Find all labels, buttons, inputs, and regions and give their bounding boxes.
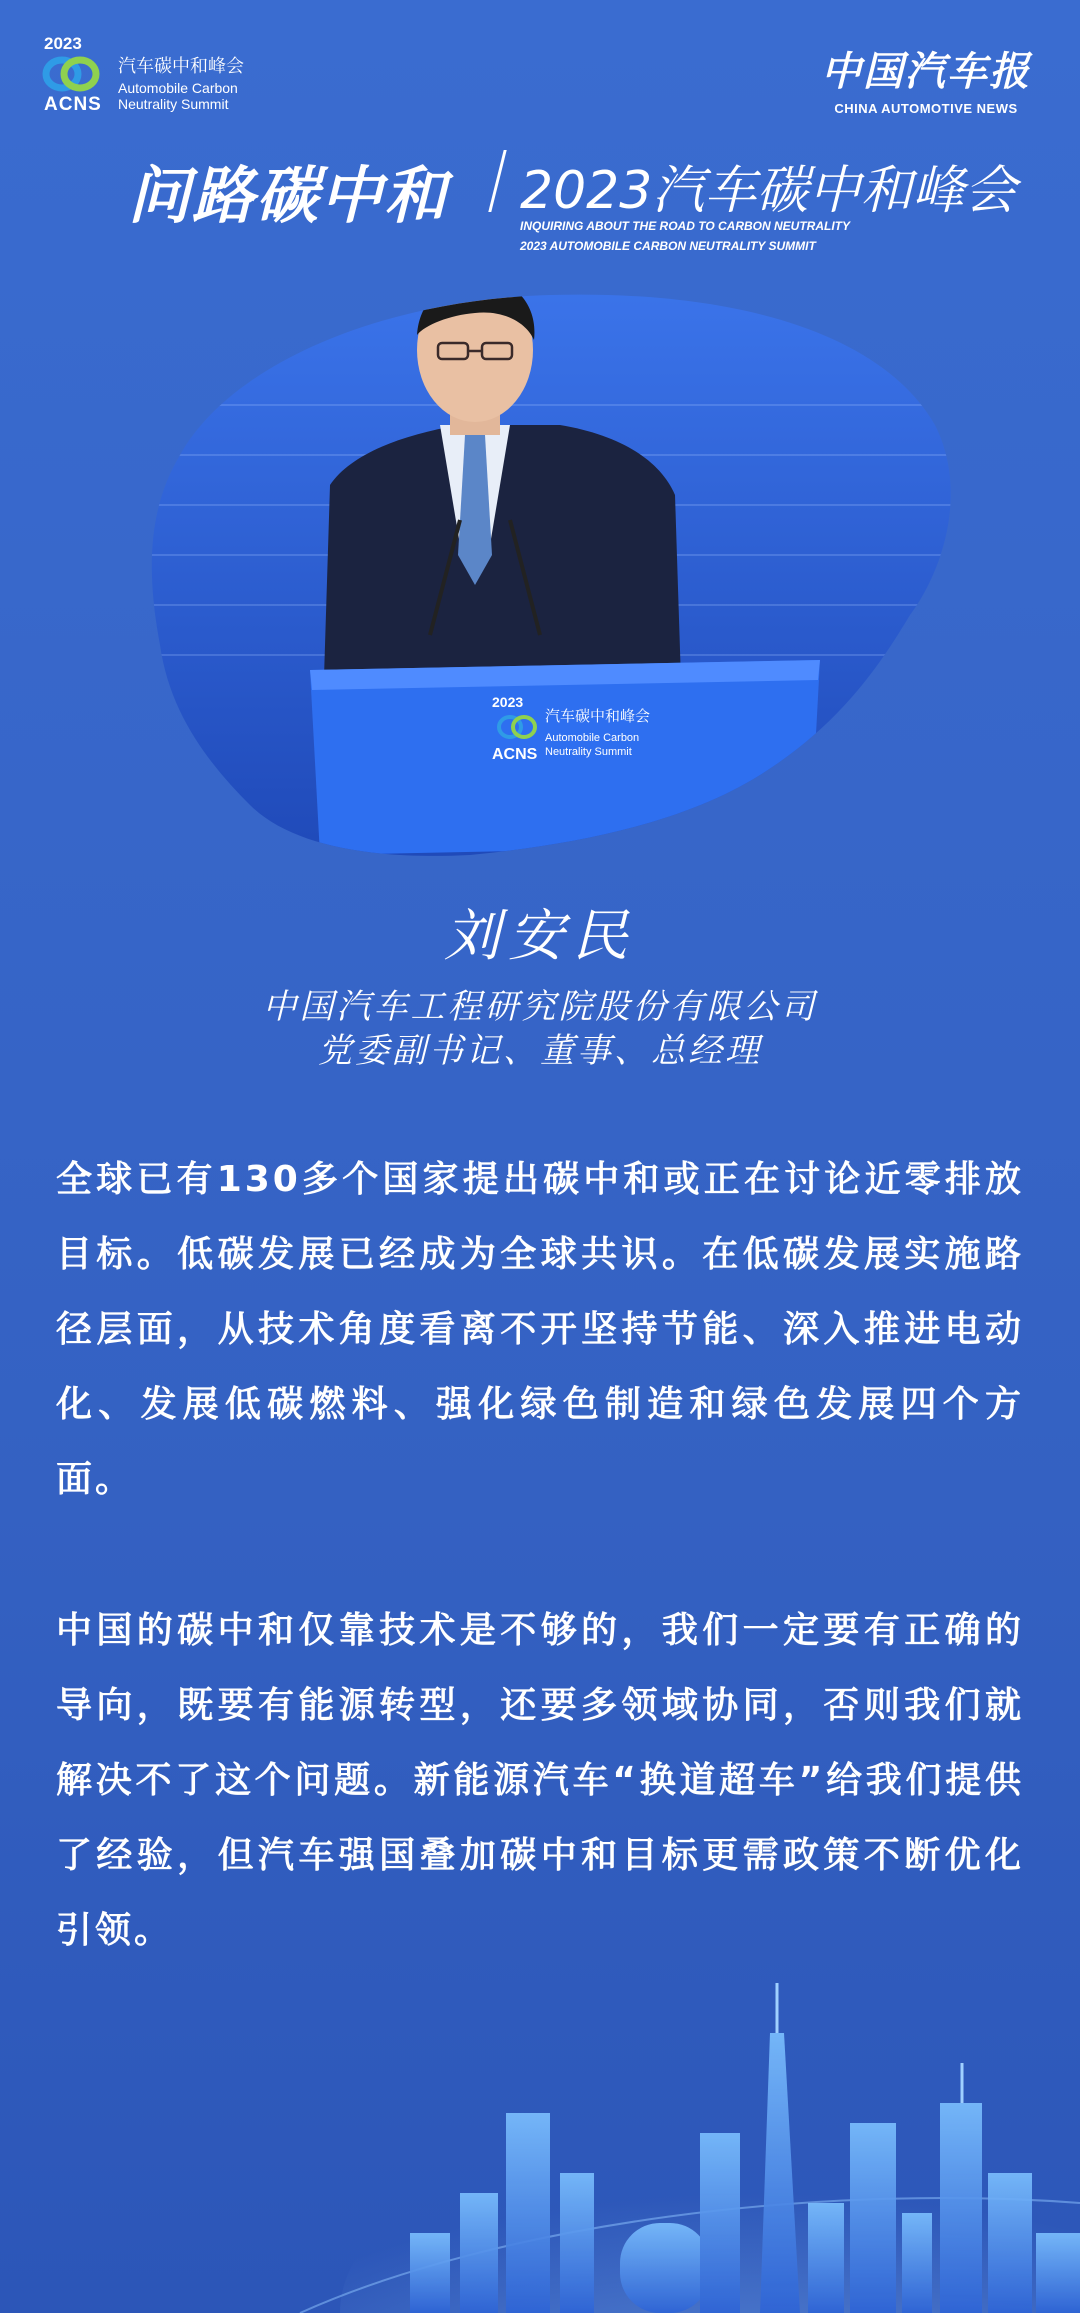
summit-subtitle: 2023汽车碳中和峰会 xyxy=(520,161,1017,221)
logo-name-en xyxy=(118,80,238,112)
podium-acronym: ACNS xyxy=(492,746,538,763)
summit-subtitle-en-line1: INQUIRING ABOUT THE ROAD TO CARBON NEUTRALITY xyxy=(520,219,850,233)
speaker-name: 刘安民 xyxy=(444,904,636,969)
publisher-name-en: CHINA AUTOMOTIVE NEWS xyxy=(834,101,1018,116)
title-divider xyxy=(488,150,506,212)
speaker-org-line2: 党委副书记、董事、总经理 xyxy=(318,1031,762,1071)
podium-name-en-line1: Automobile Carbon xyxy=(545,732,640,744)
speaker-photo xyxy=(120,285,960,865)
podium-name-en-line2: Neutrality Summit xyxy=(545,746,632,758)
quote-paragraph-2: 中国的碳中和仅靠技术是不够的，我们一定要有正确的导向，既要有能源转型，还要多领域协同，否则我们就解决不了这个问题。新能源汽车“换道超车”给我们提供了经验，但汽车强国叠加碳中和目标更需政策不断优化引领。 xyxy=(56,1610,1024,1951)
publisher-logo xyxy=(816,40,1036,116)
speaker-org-line1: 中国汽车工程研究院股份有限公司 xyxy=(262,987,818,1027)
summit-subtitle-en xyxy=(520,216,850,256)
logo-name-cn: 汽车碳中和峰会 xyxy=(118,56,244,77)
quote-paragraph-1: 全球已有130多个国家提出碳中和或正在讨论近零排放目标。低碳发展已经成为全球共识。在低碳发展实施路径层面，从技术角度看离不开坚持节能、深入推进电动化、发展低碳燃料、强化绿色制造和绿色发展四个方面。 xyxy=(56,1159,1024,1500)
logo-year: 2023 xyxy=(44,34,82,53)
podium-year: 2023 xyxy=(492,694,524,710)
acns-ring-icon xyxy=(42,54,100,94)
summit-title: 问路碳中和 xyxy=(128,159,449,232)
logo-acronym: ACNS xyxy=(44,94,102,115)
speaker-title xyxy=(0,985,1080,1073)
city-skyline xyxy=(0,1973,1080,2313)
logo-name-en-line2: Neutrality Summit xyxy=(118,96,229,112)
summit-subtitle-en-line2: 2023 AUTOMOBILE CARBON NEUTRALITY SUMMIT xyxy=(520,239,816,253)
logo-name-en-line1: Automobile Carbon xyxy=(118,80,238,96)
publisher-name-cn: 中国汽车报 xyxy=(821,48,1031,95)
podium-name-cn: 汽车碳中和峰会 xyxy=(545,707,651,725)
event-logo xyxy=(42,34,262,114)
